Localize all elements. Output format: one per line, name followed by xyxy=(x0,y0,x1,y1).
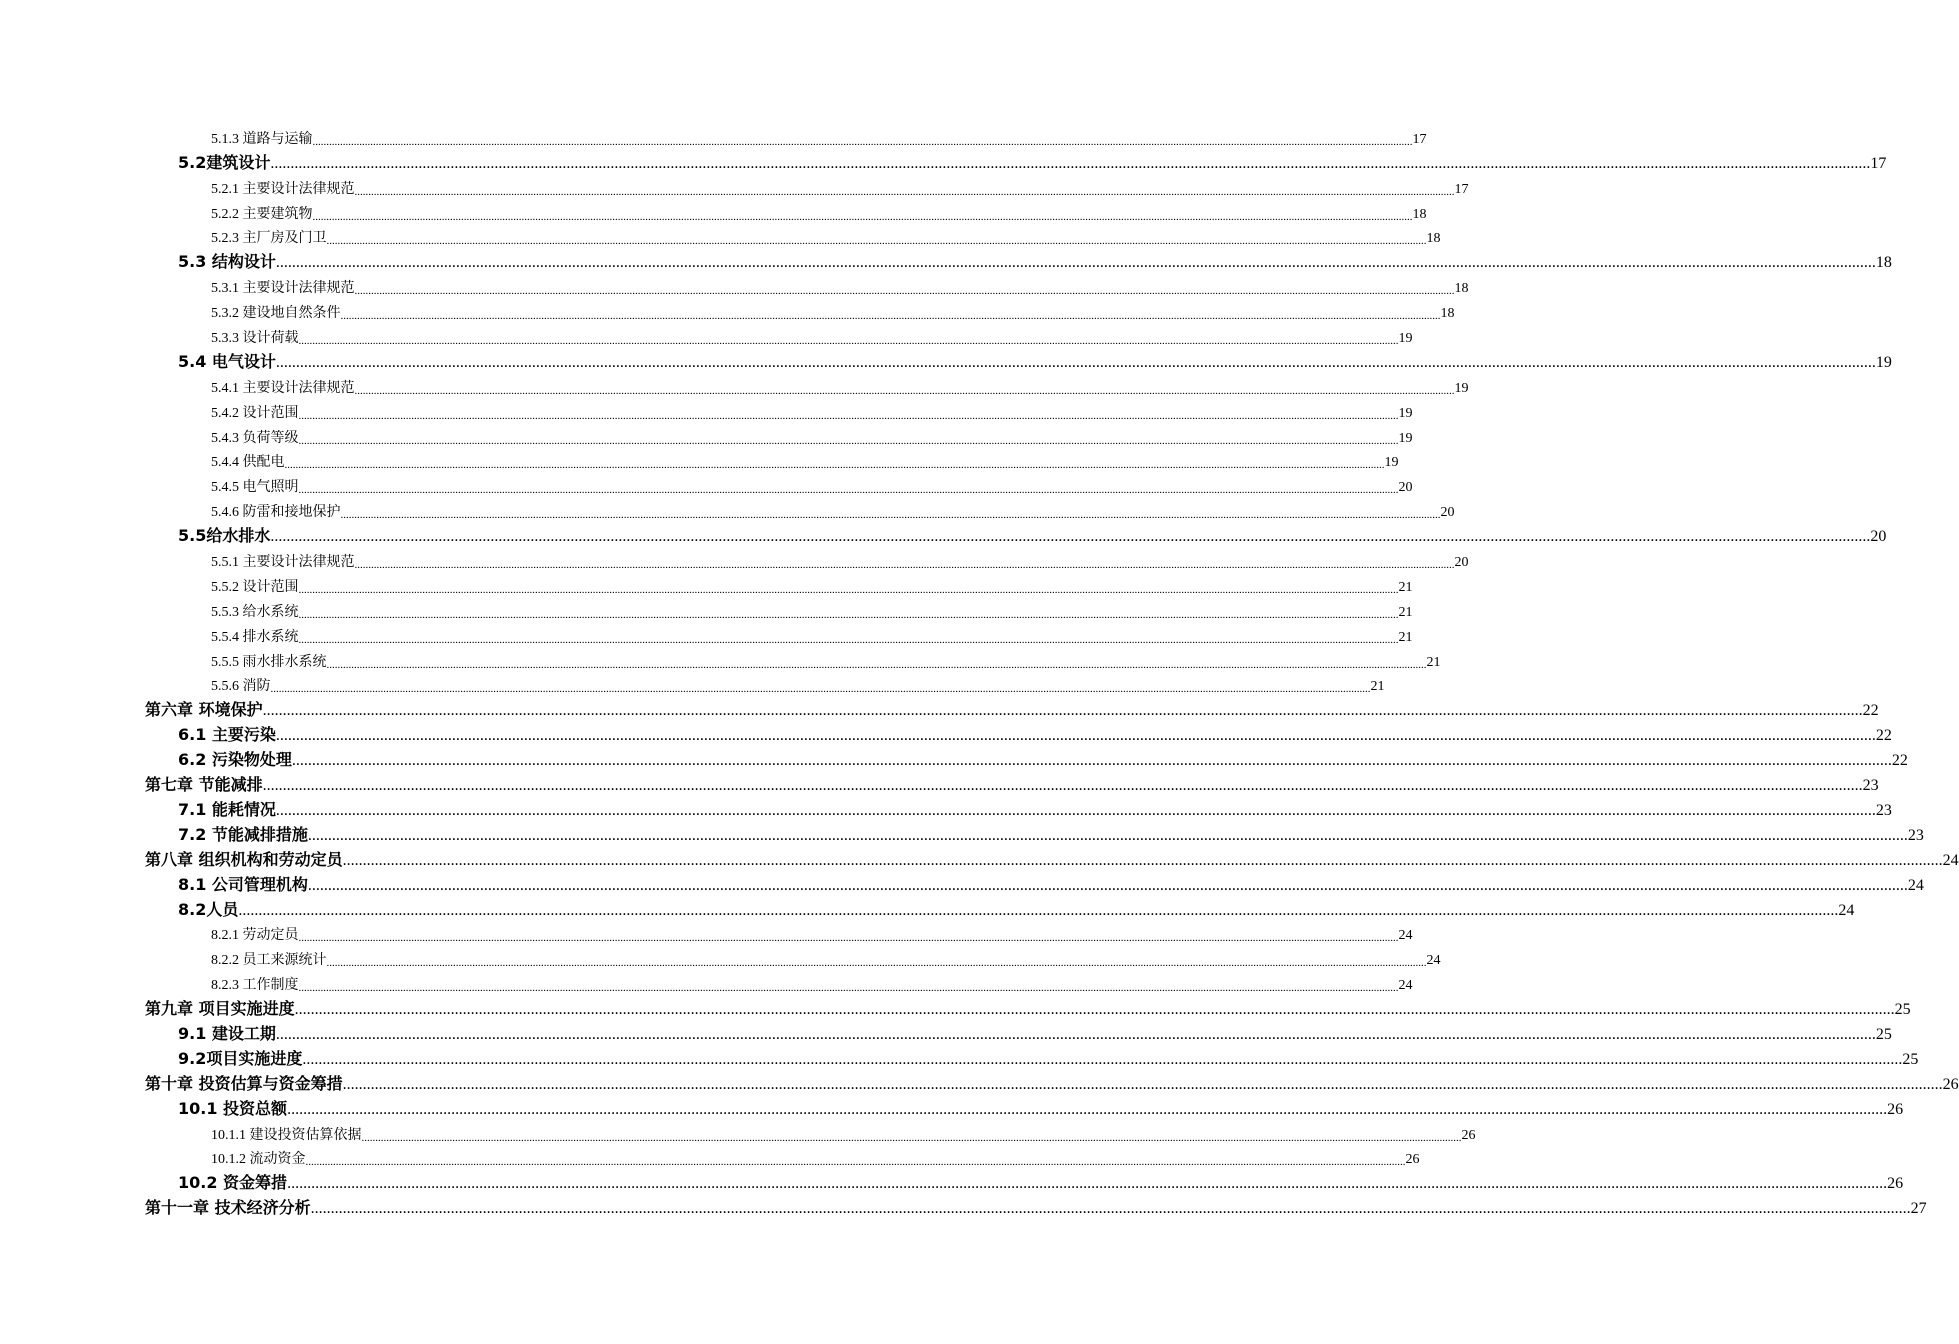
toc-entry[interactable] xyxy=(145,1193,1927,1218)
toc-entry-title: 9.1 建设工期 xyxy=(178,1023,276,1043)
toc-entry[interactable] xyxy=(145,1119,1476,1144)
toc-entry-page: 18 xyxy=(1426,231,1441,247)
toc-entry[interactable] xyxy=(145,920,1413,945)
toc-entry[interactable] xyxy=(145,272,1469,298)
toc-entry-page: 23 xyxy=(1907,826,1924,844)
toc-entry-title: 第七章 节能减排 xyxy=(145,775,263,795)
toc-leader-dots: ................................................................................................................................................................................................................................................................................................................................................................................................................ xyxy=(238,901,1839,919)
toc-entry-page: 18 xyxy=(1440,306,1455,322)
toc-entry[interactable] xyxy=(145,496,1455,522)
toc-entry-title: 10.1.1 建设投资估算依据 xyxy=(211,1127,362,1143)
toc-entry-page: 20 xyxy=(1870,528,1887,546)
toc-entry-title: 7.2 节能减排措施 xyxy=(178,824,308,844)
toc-entry[interactable] xyxy=(145,994,1911,1019)
toc-entry-page: 24 xyxy=(1398,928,1413,944)
toc-entry[interactable] xyxy=(145,969,1413,995)
toc-entry[interactable] xyxy=(145,1069,1959,1094)
toc-entry[interactable] xyxy=(145,820,1924,845)
toc-entry-page: 24 xyxy=(1907,876,1924,894)
toc-entry-page: 22 xyxy=(1862,702,1879,720)
toc-entry-title: 5.2.1 主要设计法律规范 xyxy=(211,181,355,197)
toc-entry-title: 8.2人员 xyxy=(178,899,239,919)
toc-leader-dots: ................................................................................................................................................................................................................................................................................................................................................................................................................ xyxy=(354,285,1455,298)
toc-entry-title: 9.2项目实施进度 xyxy=(178,1048,303,1068)
toc-entry[interactable] xyxy=(145,297,1455,323)
toc-entry-page: 24 xyxy=(1942,851,1959,869)
toc-leader-dots: ................................................................................................................................................................................................................................................................................................................................................................................................................ xyxy=(340,310,1441,323)
toc-entry[interactable] xyxy=(145,596,1413,621)
toc-entry-page: 20 xyxy=(1440,505,1455,521)
toc-entry[interactable] xyxy=(145,198,1427,223)
toc-leader-dots: ................................................................................................................................................................................................................................................................................................................................................................................................................ xyxy=(340,509,1441,522)
toc-leader-dots: ................................................................................................................................................................................................................................................................................................................................................................................................................ xyxy=(298,484,1399,497)
toc-entry-title: 5.5.3 给水系统 xyxy=(211,604,299,620)
toc-leader-dots: ................................................................................................................................................................................................................................................................................................................................................................................................................ xyxy=(298,335,1399,348)
toc-entry-title: 5.5.4 排水系统 xyxy=(211,629,299,645)
toc-leader-dots: ................................................................................................................................................................................................................................................................................................................................................................................................................ xyxy=(275,801,1876,819)
toc-entry-title: 10.1 投资总额 xyxy=(178,1098,288,1118)
toc-entry-title: 5.5给水排水 xyxy=(178,526,271,546)
toc-leader-dots: ................................................................................................................................................................................................................................................................................................................................................................................................................ xyxy=(287,1175,1888,1193)
toc-leader-dots: ................................................................................................................................................................................................................................................................................................................................................................................................................ xyxy=(305,1156,1406,1169)
toc-entry-page: 18 xyxy=(1412,206,1427,222)
toc-entry-page: 17 xyxy=(1412,131,1427,147)
toc-entry-title: 5.2建筑设计 xyxy=(178,152,271,172)
toc-entry-title: 8.1 公司管理机构 xyxy=(178,874,308,894)
toc-entry[interactable] xyxy=(145,795,1892,820)
toc-entry[interactable] xyxy=(145,521,1887,546)
toc-leader-dots: ................................................................................................................................................................................................................................................................................................................................................................................................................ xyxy=(354,559,1455,572)
toc-entry[interactable] xyxy=(145,895,1855,920)
toc-entry[interactable] xyxy=(145,347,1892,372)
toc-entry-page: 25 xyxy=(1902,1050,1919,1068)
toc-leader-dots: ................................................................................................................................................................................................................................................................................................................................................................................................................ xyxy=(307,826,1908,844)
toc-entry-page: 19 xyxy=(1398,331,1413,347)
toc-entry[interactable] xyxy=(145,546,1469,572)
toc-leader-dots: ................................................................................................................................................................................................................................................................................................................................................................................................................ xyxy=(298,583,1399,596)
toc-entry-page: 24 xyxy=(1838,901,1855,919)
toc-entry[interactable] xyxy=(145,1094,1904,1119)
toc-entry-page: 23 xyxy=(1862,777,1879,795)
toc-entry-title: 5.4.6 防雷和接地保护 xyxy=(211,505,341,521)
toc-leader-dots: ................................................................................................................................................................................................................................................................................................................................................................................................................ xyxy=(307,876,1908,894)
toc-entry-page: 19 xyxy=(1454,380,1469,396)
toc-entry-title: 第十章 投资估算与资金筹措 xyxy=(145,1073,343,1093)
toc-entry-title: 5.3.2 建设地自然条件 xyxy=(211,306,341,322)
toc-leader-dots: ................................................................................................................................................................................................................................................................................................................................................................................................................ xyxy=(342,851,1943,869)
toc-leader-dots: ................................................................................................................................................................................................................................................................................................................................................................................................................ xyxy=(270,683,1371,696)
table-of-contents xyxy=(145,123,1959,1218)
toc-entry-title: 5.2.2 主要建筑物 xyxy=(211,206,313,222)
toc-leader-dots: ................................................................................................................................................................................................................................................................................................................................................................................................................ xyxy=(275,353,1876,371)
toc-entry-title: 5.5.2 设计范围 xyxy=(211,579,299,595)
toc-leader-dots: ................................................................................................................................................................................................................................................................................................................................................................................................................ xyxy=(298,608,1399,621)
toc-entry[interactable] xyxy=(145,447,1399,472)
toc-entry-title: 5.3.3 设计荷载 xyxy=(211,331,299,347)
toc-leader-dots: ................................................................................................................................................................................................................................................................................................................................................................................................................ xyxy=(287,1100,1888,1118)
toc-entry-page: 21 xyxy=(1398,604,1413,620)
toc-entry-title: 第十一章 技术经济分析 xyxy=(145,1198,311,1218)
toc-leader-dots: ................................................................................................................................................................................................................................................................................................................................................................................................................ xyxy=(294,1001,1895,1019)
toc-entry-title: 5.3 结构设计 xyxy=(178,252,276,272)
toc-entry-title: 6.1 主要污染 xyxy=(178,725,276,745)
toc-entry-title: 5.4 电气设计 xyxy=(178,351,276,371)
toc-entry[interactable] xyxy=(145,695,1879,720)
toc-entry[interactable] xyxy=(145,148,1887,173)
toc-entry-title: 5.4.3 负荷等级 xyxy=(211,430,299,446)
toc-entry[interactable] xyxy=(145,621,1413,646)
toc-entry-title: 10.1.2 流动资金 xyxy=(211,1152,306,1168)
toc-entry[interactable] xyxy=(145,322,1413,348)
toc-leader-dots: ................................................................................................................................................................................................................................................................................................................................................................................................................ xyxy=(312,135,1413,148)
toc-entry[interactable] xyxy=(145,845,1959,870)
toc-entry-title: 5.4.1 主要设计法律规范 xyxy=(211,380,355,396)
toc-entry-title: 10.2 资金筹措 xyxy=(178,1173,288,1193)
toc-entry-page: 24 xyxy=(1398,978,1413,994)
toc-leader-dots: ................................................................................................................................................................................................................................................................................................................................................................................................................ xyxy=(262,777,1863,795)
toc-entry-page: 26 xyxy=(1405,1152,1420,1168)
toc-entry[interactable] xyxy=(145,247,1892,272)
toc-entry-page: 24 xyxy=(1426,953,1441,969)
toc-leader-dots: ................................................................................................................................................................................................................................................................................................................................................................................................................ xyxy=(354,384,1455,397)
toc-entry-page: 20 xyxy=(1454,555,1469,571)
toc-entry[interactable] xyxy=(145,1144,1420,1169)
toc-entry[interactable] xyxy=(145,671,1385,696)
toc-entry-title: 6.2 污染物处理 xyxy=(178,750,292,770)
toc-entry[interactable] xyxy=(145,944,1441,970)
toc-entry-page: 26 xyxy=(1887,1100,1904,1118)
toc-entry[interactable] xyxy=(145,745,1908,770)
toc-entry-title: 5.2.3 主厂房及门卫 xyxy=(211,231,327,247)
toc-leader-dots: ................................................................................................................................................................................................................................................................................................................................................................................................................ xyxy=(298,409,1399,422)
toc-entry-page: 19 xyxy=(1875,353,1892,371)
toc-entry[interactable] xyxy=(145,571,1413,596)
toc-entry-page: 23 xyxy=(1875,801,1892,819)
toc-leader-dots: ................................................................................................................................................................................................................................................................................................................................................................................................................ xyxy=(275,254,1876,272)
toc-leader-dots: ................................................................................................................................................................................................................................................................................................................................................................................................................ xyxy=(284,459,1385,472)
toc-entry-page: 25 xyxy=(1875,1025,1892,1043)
toc-entry-page: 18 xyxy=(1875,254,1892,272)
toc-entry-page: 17 xyxy=(1454,181,1469,197)
toc-entry[interactable] xyxy=(145,646,1441,671)
toc-leader-dots: ................................................................................................................................................................................................................................................................................................................................................................................................................ xyxy=(326,658,1427,671)
toc-entry-page: 22 xyxy=(1875,727,1892,745)
toc-entry-page: 26 xyxy=(1887,1175,1904,1193)
toc-entry[interactable] xyxy=(145,173,1469,198)
toc-entry-title: 8.2.2 员工来源统计 xyxy=(211,953,327,969)
toc-leader-dots: ................................................................................................................................................................................................................................................................................................................................................................................................................ xyxy=(361,1131,1462,1144)
toc-entry[interactable] xyxy=(145,397,1413,422)
toc-leader-dots: ................................................................................................................................................................................................................................................................................................................................................................................................................ xyxy=(275,727,1876,745)
toc-entry-title: 5.5.6 消防 xyxy=(211,679,271,695)
toc-entry-page: 25 xyxy=(1894,1001,1911,1019)
toc-entry-title: 8.2.3 工作制度 xyxy=(211,978,299,994)
toc-entry-page: 26 xyxy=(1942,1075,1959,1093)
toc-entry[interactable] xyxy=(145,770,1879,795)
toc-entry[interactable] xyxy=(145,870,1924,895)
toc-leader-dots: ................................................................................................................................................................................................................................................................................................................................................................................................................ xyxy=(291,752,1892,770)
toc-entry-page: 20 xyxy=(1398,480,1413,496)
toc-entry-title: 第九章 项目实施进度 xyxy=(145,999,295,1019)
toc-entry-title: 5.4.5 电气照明 xyxy=(211,480,299,496)
toc-entry-page: 26 xyxy=(1461,1127,1476,1143)
toc-leader-dots: ................................................................................................................................................................................................................................................................................................................................................................................................................ xyxy=(326,957,1427,970)
toc-entry[interactable] xyxy=(145,471,1413,497)
toc-leader-dots: ................................................................................................................................................................................................................................................................................................................................................................................................................ xyxy=(298,982,1399,995)
toc-leader-dots: ................................................................................................................................................................................................................................................................................................................................................................................................................ xyxy=(298,932,1399,945)
toc-leader-dots: ................................................................................................................................................................................................................................................................................................................................................................................................................ xyxy=(326,235,1427,248)
toc-entry-page: 18 xyxy=(1454,281,1469,297)
toc-entry-page: 21 xyxy=(1398,579,1413,595)
toc-entry-title: 第八章 组织机构和劳动定员 xyxy=(145,849,343,869)
toc-entry-title: 5.4.2 设计范围 xyxy=(211,405,299,421)
toc-entry-page: 17 xyxy=(1870,154,1887,172)
toc-leader-dots: ................................................................................................................................................................................................................................................................................................................................................................................................................ xyxy=(270,528,1871,546)
toc-leader-dots: ................................................................................................................................................................................................................................................................................................................................................................................................................ xyxy=(275,1025,1876,1043)
toc-entry-page: 19 xyxy=(1398,430,1413,446)
toc-entry-page: 21 xyxy=(1398,629,1413,645)
toc-entry[interactable] xyxy=(145,123,1427,148)
toc-entry[interactable] xyxy=(145,720,1892,745)
toc-entry-page: 19 xyxy=(1398,405,1413,421)
toc-entry-page: 22 xyxy=(1891,752,1908,770)
toc-leader-dots: ................................................................................................................................................................................................................................................................................................................................................................................................................ xyxy=(298,434,1399,447)
toc-entry-title: 5.4.4 供配电 xyxy=(211,455,285,471)
toc-entry[interactable] xyxy=(145,372,1469,397)
toc-entry-title: 7.1 能耗情况 xyxy=(178,799,276,819)
toc-leader-dots: ................................................................................................................................................................................................................................................................................................................................................................................................................ xyxy=(354,185,1455,198)
toc-entry[interactable] xyxy=(145,1019,1892,1044)
toc-entry-title: 第六章 环境保护 xyxy=(145,700,263,720)
toc-leader-dots: ................................................................................................................................................................................................................................................................................................................................................................................................................ xyxy=(342,1075,1943,1093)
toc-leader-dots: ................................................................................................................................................................................................................................................................................................................................................................................................................ xyxy=(270,154,1871,172)
toc-entry-title: 8.2.1 劳动定员 xyxy=(211,928,299,944)
toc-entry-title: 5.3.1 主要设计法律规范 xyxy=(211,281,355,297)
toc-entry-page: 21 xyxy=(1370,679,1385,695)
toc-entry[interactable] xyxy=(145,1044,1919,1069)
toc-entry-page: 19 xyxy=(1384,455,1399,471)
toc-entry-title: 5.5.5 雨水排水系统 xyxy=(211,654,327,670)
toc-leader-dots: ................................................................................................................................................................................................................................................................................................................................................................................................................ xyxy=(262,702,1863,720)
toc-entry[interactable] xyxy=(145,223,1441,248)
toc-entry[interactable] xyxy=(145,422,1413,447)
toc-entry-page: 27 xyxy=(1910,1200,1927,1218)
toc-entry-title: 5.1.3 道路与运输 xyxy=(211,131,313,147)
toc-leader-dots: ................................................................................................................................................................................................................................................................................................................................................................................................................ xyxy=(298,633,1399,646)
toc-leader-dots: ................................................................................................................................................................................................................................................................................................................................................................................................................ xyxy=(310,1200,1911,1218)
toc-entry[interactable] xyxy=(145,1168,1904,1193)
toc-leader-dots: ................................................................................................................................................................................................................................................................................................................................................................................................................ xyxy=(302,1050,1903,1068)
toc-entry-page: 21 xyxy=(1426,654,1441,670)
toc-entry-title: 5.5.1 主要设计法律规范 xyxy=(211,555,355,571)
toc-leader-dots: ................................................................................................................................................................................................................................................................................................................................................................................................................ xyxy=(312,210,1413,223)
